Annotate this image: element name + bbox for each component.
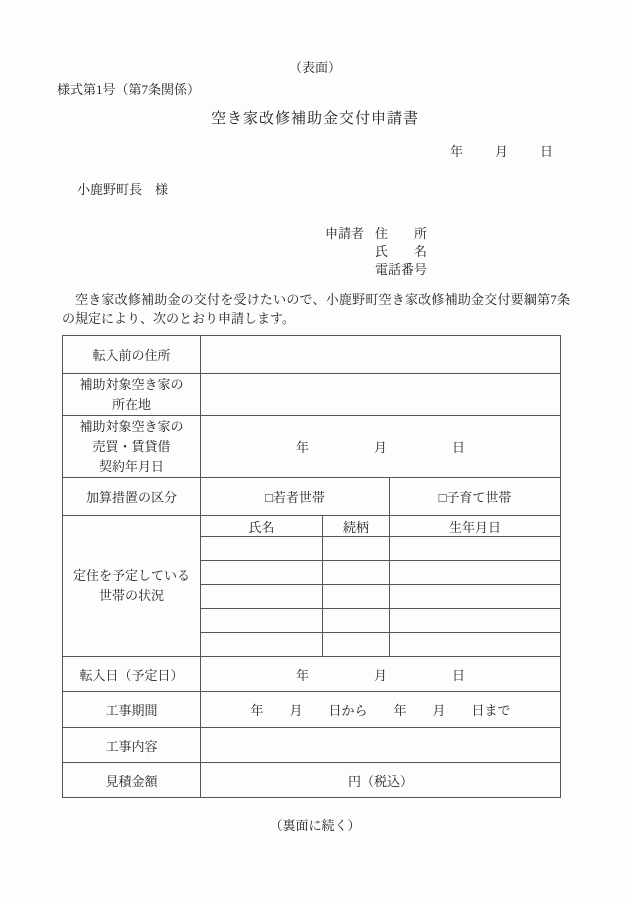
applicant-fields	[375, 225, 427, 279]
row-construction-details	[63, 728, 561, 763]
addition-category-label: 加算措置の区分	[63, 478, 201, 516]
application-date-blank: 年 月 日	[449, 144, 555, 159]
applicant-block	[325, 225, 630, 279]
applicant-label: 申請者	[325, 226, 365, 241]
household-col-birthdate: 生年月日	[390, 516, 561, 537]
construction-period-blank: 年 月 日から 年 月 日まで	[201, 692, 561, 728]
addition-option-childcare-checkbox: □子育て世帯	[390, 478, 561, 516]
household-member-name-cell	[201, 609, 323, 633]
row-estimate-amount	[63, 763, 561, 798]
construction-details-value-cell	[201, 728, 561, 763]
application-form-table	[62, 335, 561, 798]
household-member-name-cell	[201, 537, 323, 561]
applicant-phone-label: 電話番号	[375, 262, 428, 277]
move-in-date-blank: 年 月 日	[201, 657, 561, 692]
house-location-label: 補助対象空き家の 所在地	[63, 374, 201, 416]
row-construction-period	[63, 692, 561, 728]
household-member-birthdate-cell	[390, 561, 561, 585]
document-title: 空き家改修補助金交付申請書	[210, 111, 419, 127]
household-member-relation-cell	[323, 585, 390, 609]
household-member-birthdate-cell	[390, 585, 561, 609]
previous-address-value-cell	[201, 336, 561, 374]
row-addition-category	[63, 478, 561, 516]
contract-date-label: 補助対象空き家の 売買・賃貸借 契約年月日	[63, 416, 201, 478]
row-contract-date	[63, 416, 561, 478]
page-side-label: （表面）	[288, 60, 341, 75]
household-col-name: 氏名	[201, 516, 323, 537]
household-member-name-cell	[201, 585, 323, 609]
household-status-label: 定住を予定している 世帯の状況	[63, 516, 201, 657]
household-member-relation-cell	[323, 609, 390, 633]
form-number: 様式第1号（第7条関係）	[57, 82, 201, 97]
estimate-amount-label: 見積金額	[63, 763, 201, 798]
household-member-relation-cell	[323, 537, 390, 561]
row-household-header	[63, 516, 561, 537]
application-statement: 空き家改修補助金の交付を受けたいので、小鹿野町空き家改修補助金交付要綱第7条の規定により、次のとおり申請します。	[62, 292, 570, 326]
applicant-name-label: 氏 名	[375, 244, 428, 259]
house-location-value-cell	[201, 374, 561, 416]
household-member-relation-cell	[323, 561, 390, 585]
construction-details-label: 工事内容	[63, 728, 201, 763]
household-member-birthdate-cell	[390, 633, 561, 657]
household-member-relation-cell	[323, 633, 390, 657]
estimate-amount-unit: 円（税込）	[201, 763, 561, 798]
previous-address-label: 転入前の住所	[63, 336, 201, 374]
continuation-note: （裏面に続く）	[269, 818, 361, 833]
household-member-name-cell	[201, 561, 323, 585]
row-house-location	[63, 374, 561, 416]
row-previous-address	[63, 336, 561, 374]
move-in-date-label: 転入日（予定日）	[63, 657, 201, 692]
household-col-relation: 続柄	[323, 516, 390, 537]
addition-option-young-checkbox: □若者世帯	[201, 478, 390, 516]
household-member-name-cell	[201, 633, 323, 657]
contract-date-blank: 年 月 日	[201, 416, 561, 478]
household-member-birthdate-cell	[390, 609, 561, 633]
construction-period-label: 工事期間	[63, 692, 201, 728]
addressee-line: 小鹿野町長 様	[77, 182, 169, 197]
applicant-address-label: 住 所	[375, 226, 428, 241]
row-move-in-date	[63, 657, 561, 692]
household-member-birthdate-cell	[390, 537, 561, 561]
